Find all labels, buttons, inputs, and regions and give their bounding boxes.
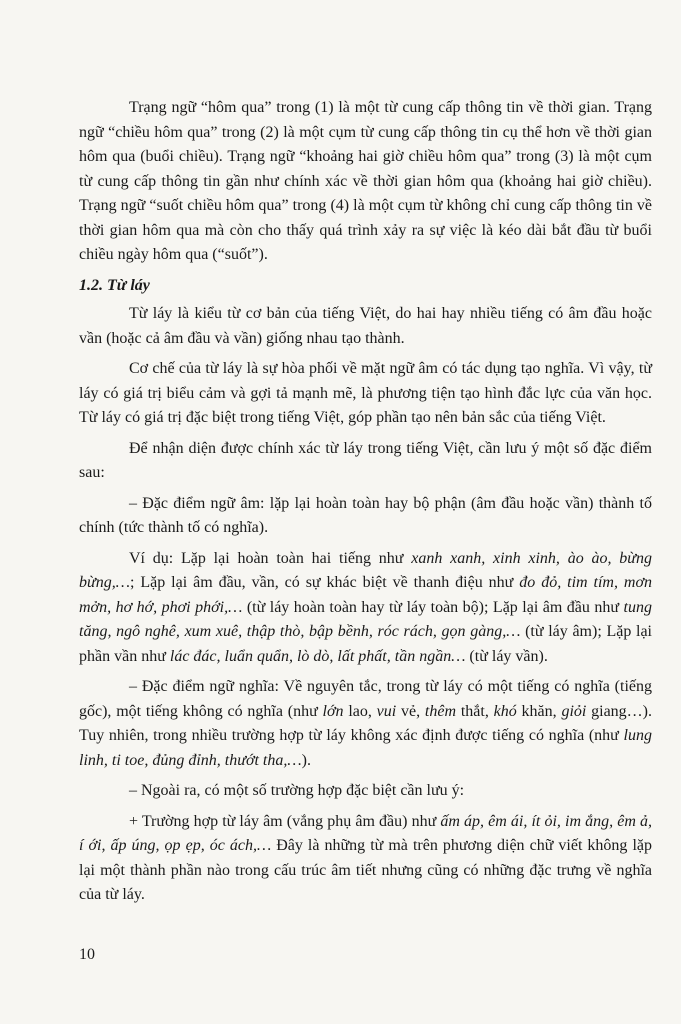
page-content: [79, 96, 652, 914]
paragraph-definition: Từ láy là kiểu từ cơ bản của tiếng Việt, do hai hay nhiều tiếng có âm đầu hoặc vần (hoặc cả âm đầu và vần) giống nhau tạo thành.: [79, 305, 652, 347]
page-number: 10: [79, 946, 95, 963]
paragraph-example: Ví dụ: Lặp lại hoàn toàn hai tiếng như xanh xanh, xinh xinh, ào ào, bừng bừng,…; Lặp lại âm đầu, vần, có sự khác biệt về thanh điệu như đo đỏ, tim tím, mơn mởn, hơ hớ, phơi phới,… (từ láy hoàn toàn hay từ láy toàn bộ); Lặp lại âm đầu như tung tăng, ngô nghê, xum xuê, thập thò, bập bềnh, róc rách, gọn gàng,… (từ láy âm); Lặp lại phần vần như lác đác, luẩn quẩn, lò dò, lất phất, tần ngần… (từ láy vần).: [79, 549, 653, 665]
paragraph-special-case: + Trường hợp từ láy âm (vắng phụ âm đầu) như ấm áp, êm ái, ít ỏi, im ắng, êm ả, í ới, ấp úng, ọp ẹp, óc ách,… Đây là những từ mà trên phương diện chữ viết không lặp lại một thành phần nào trong cấu trúc âm tiết nhưng cũng có những đặc trưng về nghĩa của từ láy.: [79, 812, 653, 903]
section-heading: 1.2. Từ láy: [79, 276, 150, 294]
paragraph-phonetic-feature: – Đặc điểm ngữ âm: lặp lại hoàn toàn hay bộ phận (âm đầu hoặc vần) thành tố chính (tức thành tố có nghĩa).: [79, 494, 652, 536]
paragraph-note-intro: – Ngoài ra, có một số trường hợp đặc biệt cần lưu ý:: [129, 782, 465, 799]
paragraph-semantic-feature: – Đặc điểm ngữ nghĩa: Về nguyên tắc, trong từ láy có một tiếng có nghĩa (tiếng gốc), một tiếng không có nghĩa (như lớn lao, vui vẻ, thêm thắt, khó khăn, giỏi giang…). Tuy nhiên, trong nhiều trường hợp từ láy không xác định được tiếng có nghĩa (như lung linh, ti toe, đủng đỉnh, thướt tha,…).: [79, 678, 652, 769]
paragraph-adverbial-time: Trạng ngữ “hôm qua” trong (1) là một từ cung cấp thông tin về thời gian. Trạng ngữ “chiều hôm qua” trong (2) là một cụm từ cung cấp thông tin cụ thể hơn về thời gian hôm qua (buổi chiều). Trạng ngữ “khoảng hai giờ chiều hôm qua” trong (3) là một cụm từ cung cấp thông tin gần như chính xác về thời gian hôm qua (khoảng hai giờ chiều). Trạng ngữ “suốt chiều hôm qua” trong (4) là một cụm từ không chỉ cung cấp thông tin về thời gian hôm qua mà còn cho thấy quá trình xảy ra sự việc là kéo dài bắt đầu từ buổi chiều ngày hôm qua (“suốt”).: [79, 99, 652, 263]
paragraph-mechanism: Cơ chế của từ láy là sự hòa phối về mặt ngữ âm có tác dụng tạo nghĩa. Vì vậy, từ láy có giá trị biểu cảm và gợi tả mạnh mẽ, là phương tiện tạo hình đắc lực của văn học. Từ láy có giá trị đặc biệt trong tiếng Việt, góp phần tạo nên bản sắc của tiếng Việt.: [79, 360, 652, 426]
paragraph-identification: Để nhận diện được chính xác từ láy trong tiếng Việt, cần lưu ý một số đặc điểm sau:: [79, 439, 652, 481]
